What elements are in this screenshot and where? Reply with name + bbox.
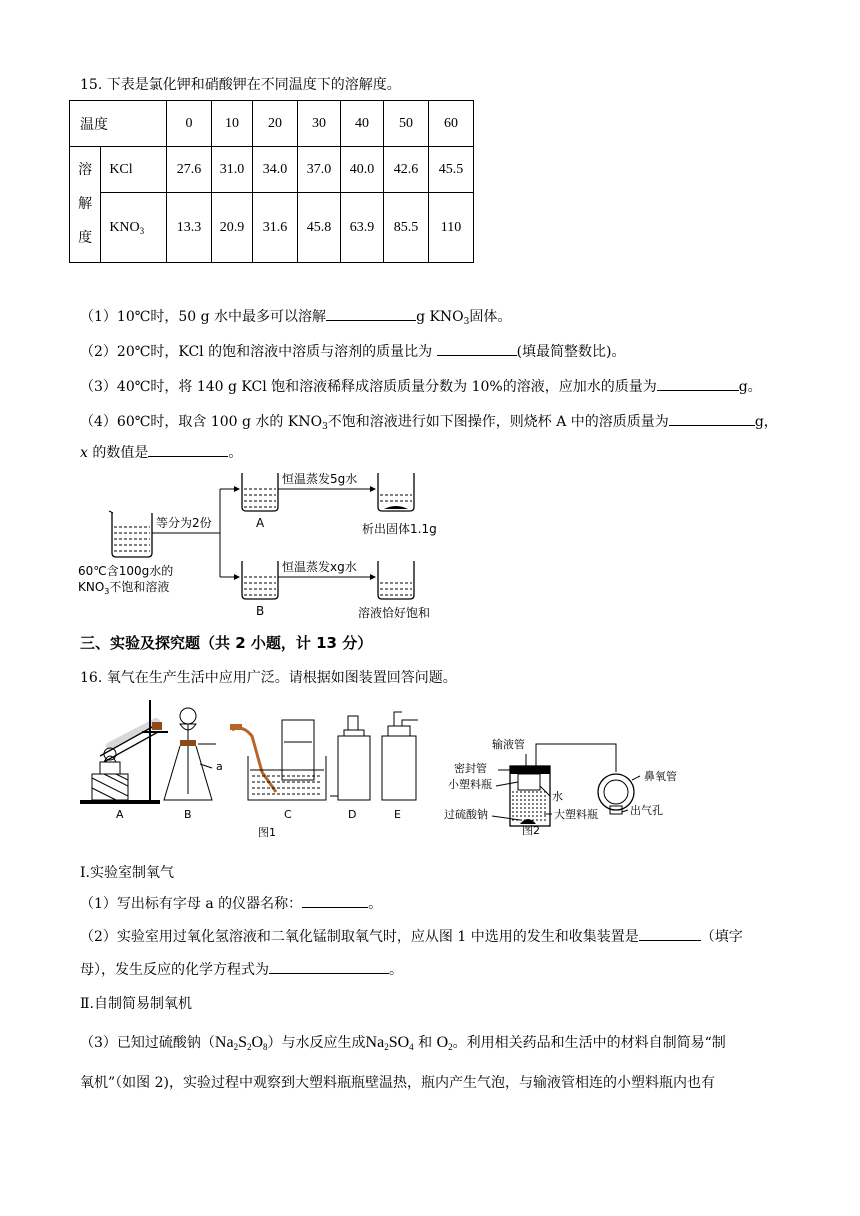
beaker-a-result	[378, 473, 414, 511]
beaker-start	[109, 511, 152, 557]
arrow-icon	[234, 574, 240, 580]
q16-part2: （2）实验室用过氧化氢溶液和二氧化锰制取氧气时，应从图 1 中选用的发生和收集装置是 （填字	[80, 926, 743, 946]
start-label-line2: $KNO_3$不饱和溶液	[78, 580, 170, 596]
part1-title: Ⅰ.实验室制氧气	[80, 865, 174, 881]
answer-blank[interactable]	[657, 376, 739, 391]
label-c: C	[284, 808, 292, 821]
arrow-icon	[370, 574, 376, 580]
label-big-bottle: 大塑料瓶	[554, 808, 598, 821]
result-b-label: 溶液恰好饱和	[358, 606, 431, 620]
result-a-label: 析出固体1.1g	[362, 522, 437, 536]
evap-b-label: 恒温蒸发xg水	[282, 560, 357, 574]
beaker-b-result	[378, 561, 414, 599]
q15-part2: （2）20℃时，KCl 的饱和溶液中溶质与溶剂的质量比为 (填最简整数比)。	[80, 341, 626, 361]
answer-blank[interactable]	[669, 411, 755, 426]
q16-part1: （1）写出标有字母 a 的仪器名称： 。	[80, 893, 382, 913]
label-a: A	[116, 808, 124, 821]
table-cell: 31.0	[212, 147, 253, 193]
arrow-icon	[370, 486, 376, 492]
evap-a-label: 恒温蒸发5g水	[282, 472, 358, 486]
table-cell: 37.0	[298, 147, 341, 193]
answer-blank[interactable]	[148, 442, 228, 457]
table-cell: 45.5	[429, 147, 474, 193]
label-b: B	[256, 604, 265, 618]
formula-oxygen: $O_2$	[436, 1034, 453, 1052]
q15-part4-cont: x 的数值是 。	[80, 442, 242, 462]
table-cell: 45.8	[298, 193, 341, 263]
formula-sulfate: $Na_2SO_4$	[365, 1034, 414, 1052]
formula-persulfate: $Na_2S_2O_8$	[214, 1034, 268, 1052]
label-e: E	[394, 808, 401, 821]
label-small-bottle: 小塑料瓶	[448, 778, 492, 791]
label-outlet: 出气孔	[630, 804, 663, 817]
section-title: 三、实验及探究题（共 2 小题，计 13 分）	[80, 634, 373, 652]
apparatus-d	[330, 716, 370, 821]
apparatus-b	[164, 708, 223, 821]
table-cell: 110	[429, 193, 474, 263]
label-d: D	[348, 808, 357, 821]
table-cell: 13.3	[167, 193, 212, 263]
answer-blank[interactable]	[639, 926, 701, 941]
figure-2-oxygen-maker	[440, 730, 720, 842]
table-cell: 20.9	[212, 193, 253, 263]
label-nasal-tube: 鼻氧管	[644, 770, 677, 783]
temp-cell: 20	[253, 101, 298, 147]
temp-cell: 40	[341, 101, 384, 147]
beaker-b	[242, 561, 278, 599]
table-cell: 85.5	[384, 193, 429, 263]
label-b: B	[184, 808, 192, 821]
solubility-table	[69, 100, 474, 263]
figure-1-caption: 图1	[258, 826, 276, 839]
table-cell: 42.6	[384, 147, 429, 193]
table-cell: 27.6	[167, 147, 212, 193]
q16-part2-cont: 母），发生反应的化学方程式为 。	[80, 959, 403, 979]
answer-blank[interactable]	[302, 893, 368, 908]
q16-part3: （3）已知过硫酸钠$(Na_2S_2O_8)$与水反应生成$Na_2SO_4$ 和 $O_2$。利用相关药品和生活中的材料自制简易“制	[80, 1034, 726, 1052]
temp-cell: 60	[429, 101, 474, 147]
substance-kcl: KCl	[101, 147, 167, 193]
q16-stem: 16. 氧气在生产生活中应用广泛。请根据如图装置回答问题。	[80, 670, 457, 686]
temp-cell: 10	[212, 101, 253, 147]
split-label: 等分为2份	[156, 516, 212, 530]
table-cell: 63.9	[341, 193, 384, 263]
temp-cell: 50	[384, 101, 429, 147]
temp-cell: 30	[298, 101, 341, 147]
answer-blank[interactable]	[326, 306, 416, 321]
answer-blank[interactable]	[437, 341, 517, 356]
label-seal-tube: 密封管	[454, 762, 487, 775]
label-a: A	[256, 516, 265, 530]
q15-part3: （3）40℃时，将 140 g KCl 饱和溶液稀释成溶质质量分数为 10%的溶液，应加水的质量为 g。	[80, 376, 762, 396]
q15-part4: （4）60℃时，取含 100 g 水的 $KNO_3$不饱和溶液进行如下图操作，则烧杯 A 中的溶质质量为 g，	[80, 411, 778, 432]
label-infusion-tube: 输液管	[492, 738, 525, 751]
q16-part3-cont: 氧机”（如图 2)，实验过程中观察到大塑料瓶瓶壁温热，瓶内产生气泡，与输液管相连的小塑料瓶内也有	[80, 1075, 715, 1091]
temp-cell: 0	[167, 101, 212, 147]
apparatus-a	[80, 700, 168, 821]
figure-2-caption: 图2	[522, 824, 540, 837]
tag-a-label: a	[216, 760, 223, 773]
table-cell: 31.6	[253, 193, 298, 263]
table-cell: 40.0	[341, 147, 384, 193]
solubility-side-label: 溶 解 度	[70, 147, 101, 263]
arrow-icon	[234, 486, 240, 492]
q15-part1: （1）10℃时，50 g 水中最多可以溶解 g $KNO_3$固体。	[80, 306, 511, 327]
apparatus-e	[382, 712, 418, 821]
table-cell: 34.0	[253, 147, 298, 193]
answer-blank[interactable]	[269, 959, 389, 974]
label-persulfate: 过硫酸钠	[444, 808, 488, 821]
beaker-a	[242, 473, 278, 511]
temp-header-cell: 温度	[70, 101, 167, 147]
apparatus-c	[230, 720, 326, 821]
q15-stem: 15. 下表是氯化钾和硝酸钾在不同温度下的溶解度。	[80, 77, 401, 93]
figure-1-apparatus	[76, 696, 421, 846]
part2-title: Ⅱ.自制简易制氧机	[80, 996, 192, 1012]
start-label-line1: 60℃含100g水的	[78, 564, 174, 578]
label-water: 水	[552, 790, 563, 803]
substance-kno3: $KNO_3$	[101, 193, 167, 263]
beaker-diagram	[70, 465, 450, 625]
